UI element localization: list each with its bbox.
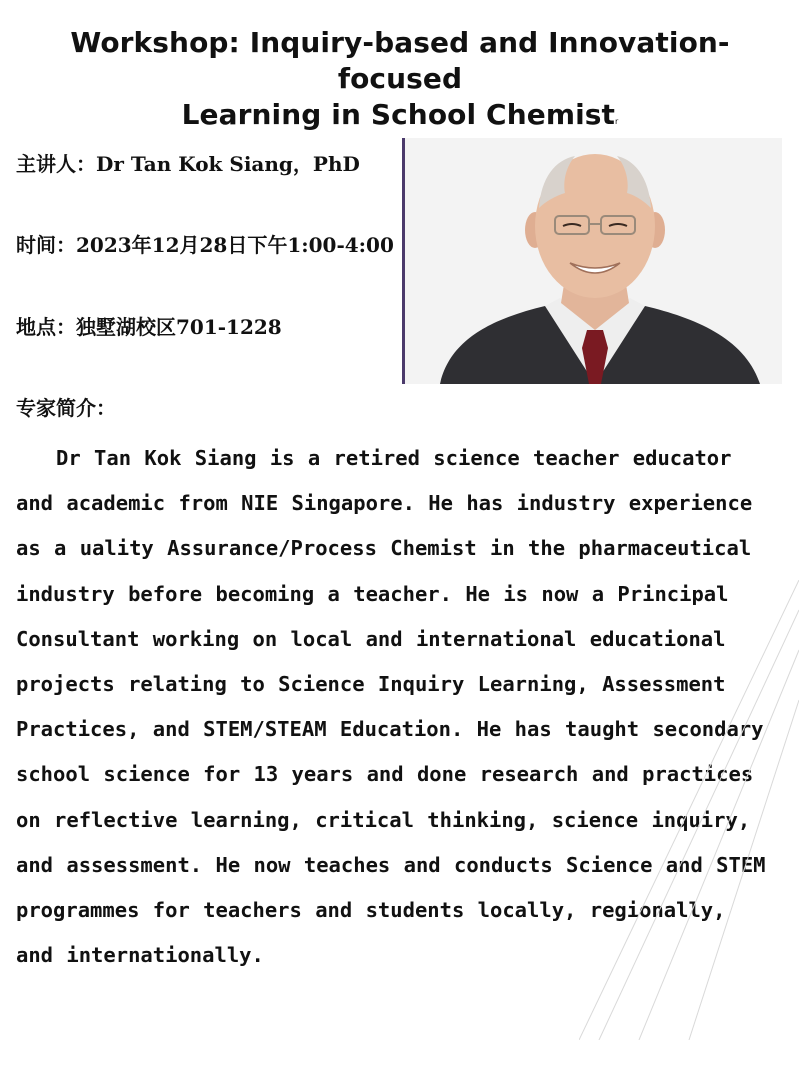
venue-info: 地点：独墅湖校区701-1228	[16, 315, 282, 339]
bio-line: and assessment. He now teaches and conducts Science and STEM	[16, 852, 766, 877]
page-title	[20, 25, 780, 140]
intro-heading: 专家简介：	[16, 396, 116, 420]
bio-line: programmes for teachers and students locally, regionally,	[16, 898, 726, 923]
bio-line: Practices, and STEM/STEAM Education. He has taught secondary	[16, 717, 764, 742]
speaker-info: 主讲人：Dr Tan Kok Siang，PhD	[16, 152, 360, 176]
bio-line: projects relating to Science Inquiry Learning, Assessment	[16, 672, 726, 697]
title-line-2-text: Learning in School Chemist	[181, 98, 616, 131]
bio-line: Dr Tan Kok Siang is a retired science teacher educator	[16, 446, 732, 470]
bio-line: industry before becoming a teacher. He is now a Principal	[16, 581, 729, 606]
bio-line: and internationally.	[16, 943, 264, 968]
speaker-photo	[402, 138, 782, 384]
bio-line: and academic from NIE Singapore. He has industry experience	[16, 491, 753, 516]
bio-line: school science for 13 years and done research and practices	[16, 762, 754, 787]
time-info: 时间：2023年12月28日下午1:00-4:00	[16, 233, 394, 257]
speaker-portrait-image	[405, 138, 782, 384]
bio-line: Consultant working on local and international educational	[16, 626, 726, 651]
decorative-lines	[579, 580, 799, 1040]
title-line-2	[20, 97, 780, 140]
bio-line: as a uality Assurance/Process Chemist in the pharmaceutical	[16, 536, 752, 561]
title-line-1: Workshop: Inquiry-based and Innovation-focused	[70, 26, 730, 95]
bio-line: on reflective learning, critical thinking, science inquiry,	[16, 807, 751, 832]
title-cut-letter: r	[615, 117, 619, 126]
